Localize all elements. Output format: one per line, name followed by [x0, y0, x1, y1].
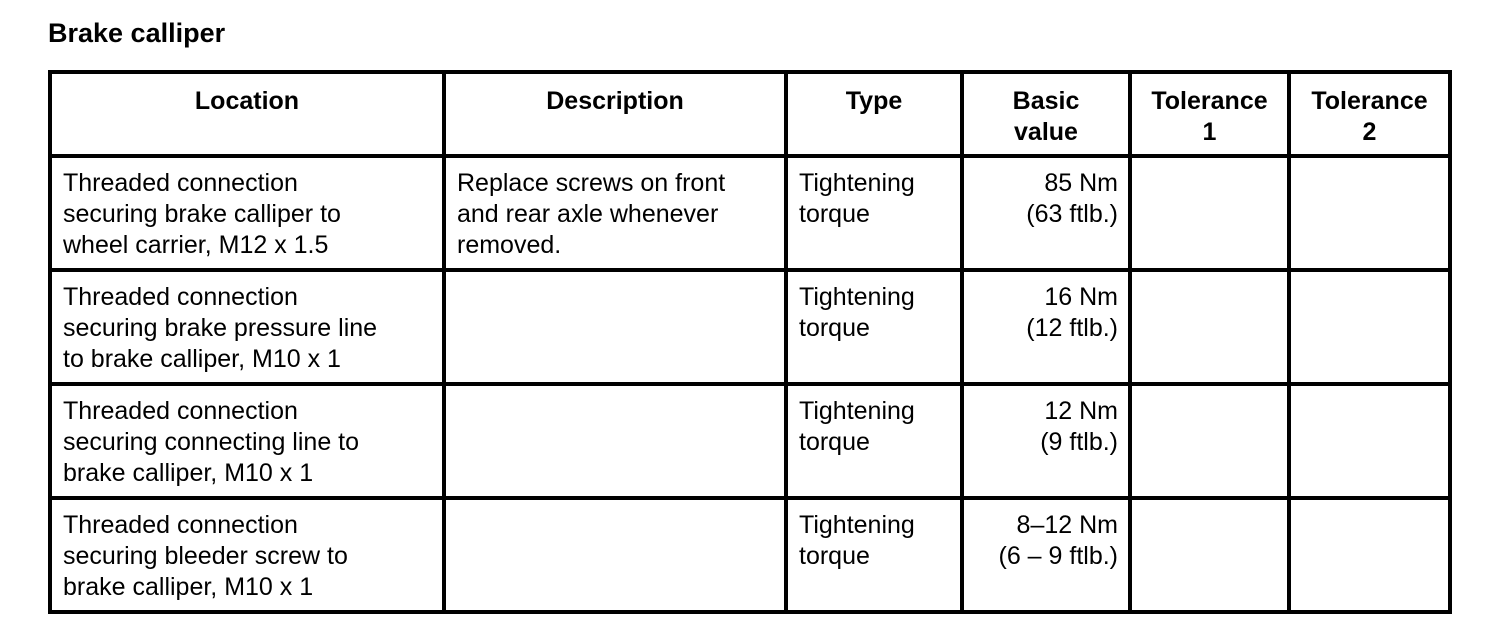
cell-description — [444, 384, 786, 498]
header-tolerance-1: Tolerance 1 — [1130, 72, 1289, 156]
cell-tolerance-1 — [1130, 498, 1289, 612]
table-row — [50, 498, 1450, 612]
cell-tolerance-1 — [1130, 156, 1289, 270]
table-row — [50, 384, 1450, 498]
cell-location: Threaded connection securing brake calliper to wheel carrier, M12 x 1.5 — [50, 156, 444, 270]
cell-tolerance-2 — [1289, 498, 1450, 612]
cell-basic-value: 16 Nm (12 ftlb.) — [962, 270, 1130, 384]
table-header-row — [50, 72, 1450, 156]
cell-description — [444, 498, 786, 612]
header-location: Location — [50, 72, 444, 156]
header-basic-value: Basic value — [962, 72, 1130, 156]
cell-type: Tightening torque — [786, 384, 962, 498]
cell-tolerance-1 — [1130, 384, 1289, 498]
header-tolerance-2: Tolerance 2 — [1289, 72, 1450, 156]
cell-basic-value: 85 Nm (63 ftlb.) — [962, 156, 1130, 270]
table-row — [50, 156, 1450, 270]
header-description: Description — [444, 72, 786, 156]
cell-location: Threaded connection securing bleeder screw to brake calliper, M10 x 1 — [50, 498, 444, 612]
brake-calliper-table — [48, 70, 1452, 614]
header-type: Type — [786, 72, 962, 156]
cell-type: Tightening torque — [786, 498, 962, 612]
table-row — [50, 270, 1450, 384]
cell-tolerance-2 — [1289, 270, 1450, 384]
cell-tolerance-2 — [1289, 384, 1450, 498]
cell-location: Threaded connection securing connecting line to brake calliper, M10 x 1 — [50, 384, 444, 498]
cell-type: Tightening torque — [786, 156, 962, 270]
cell-tolerance-2 — [1289, 156, 1450, 270]
cell-description — [444, 270, 786, 384]
cell-type: Tightening torque — [786, 270, 962, 384]
cell-tolerance-1 — [1130, 270, 1289, 384]
cell-basic-value: 12 Nm (9 ftlb.) — [962, 384, 1130, 498]
cell-location: Threaded connection securing brake pressure line to brake calliper, M10 x 1 — [50, 270, 444, 384]
cell-description: Replace screws on front and rear axle whenever removed. — [444, 156, 786, 270]
cell-basic-value: 8–12 Nm (6 – 9 ftlb.) — [962, 498, 1130, 612]
page-title: Brake calliper — [48, 18, 226, 48]
